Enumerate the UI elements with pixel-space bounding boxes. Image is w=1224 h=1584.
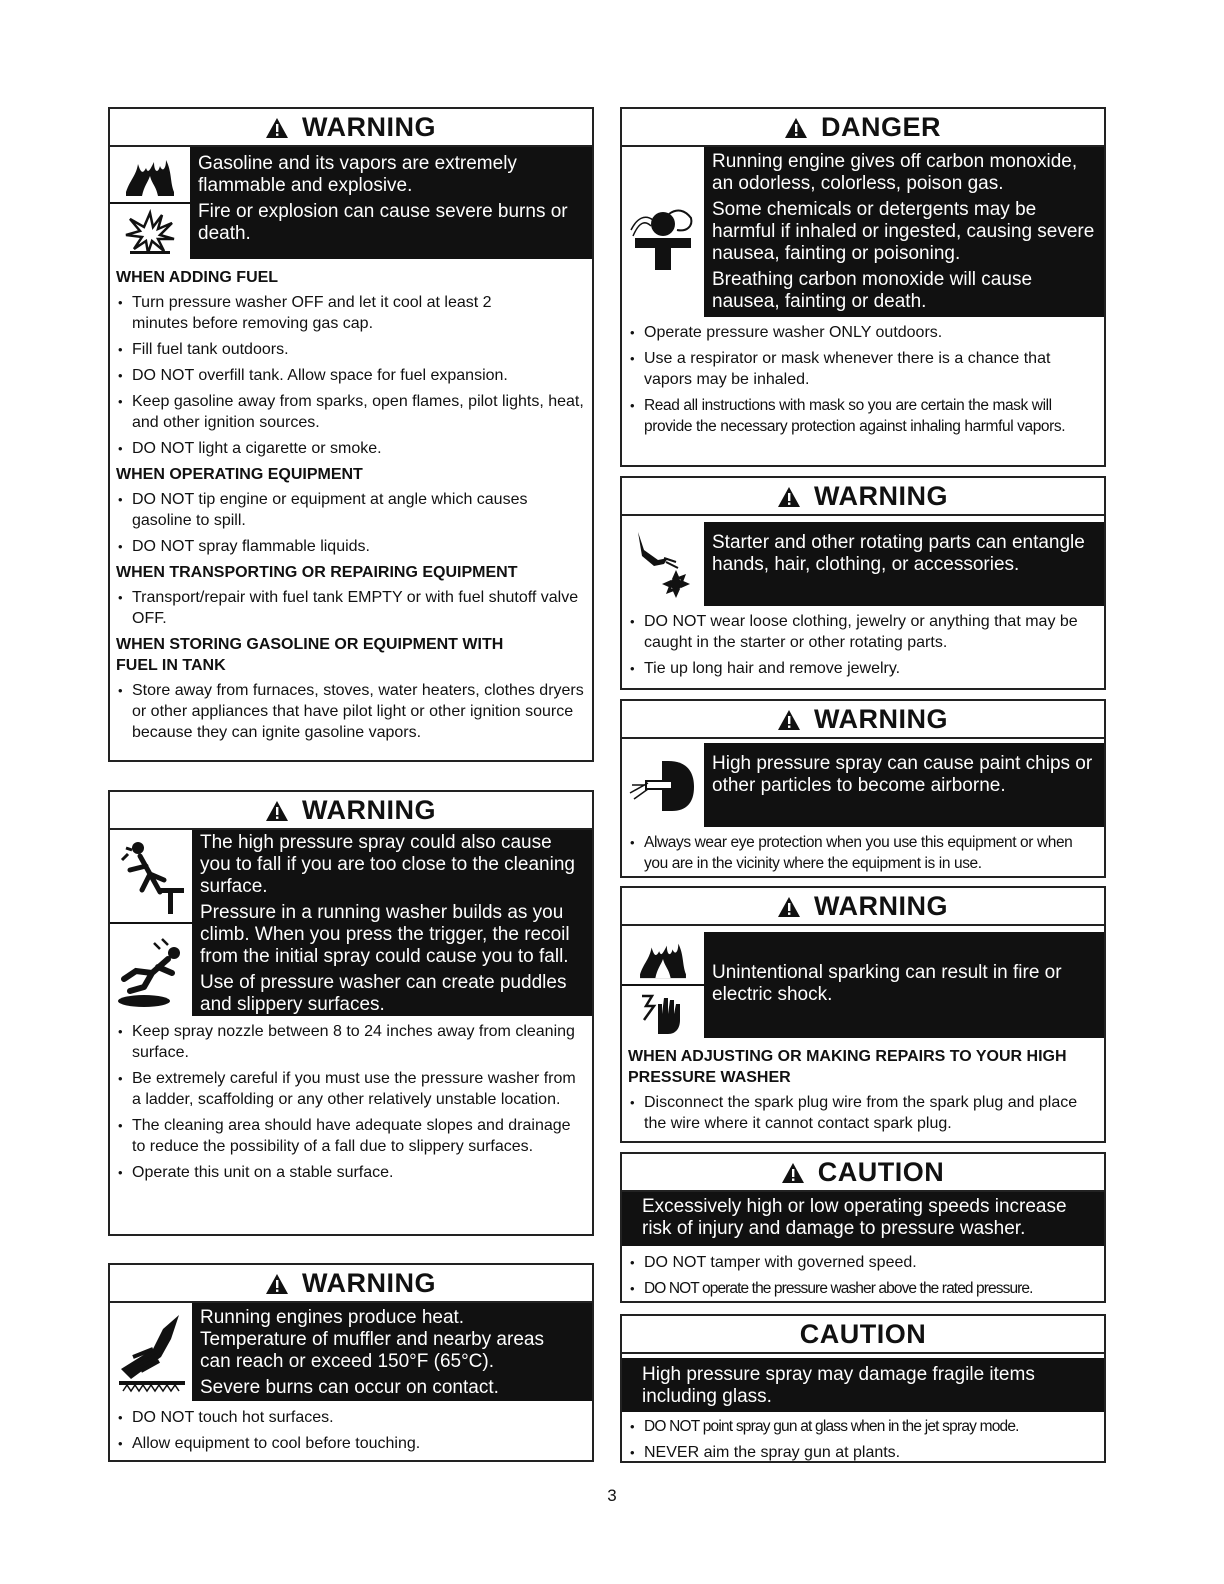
hazard-text: Running engine gives off carbon monoxide, an odorless, colorless, poison gas. — [712, 151, 1078, 194]
list-item: • DO NOT spray flammable liquids. — [116, 536, 586, 557]
entangle-warning-box — [620, 476, 1106, 690]
instructions — [110, 1016, 592, 1192]
alert-triangle-icon — [266, 801, 288, 821]
instructions — [110, 259, 592, 752]
alert-triangle-icon — [266, 1274, 288, 1294]
alert-triangle-icon — [778, 897, 800, 917]
section-heading: WHEN ADDING FUEL — [116, 269, 279, 286]
slip-hazard-icon — [110, 924, 192, 1016]
hazard-text: High pressure spray may damage fragile items including glass. — [642, 1364, 1035, 1407]
hazard-text: High pressure spray can cause paint chips or other particles to become airborne. — [712, 753, 1093, 796]
list-item: • DO NOT point spray gun at glass when in the jet spray mode. — [628, 1416, 1098, 1437]
hazard-text: Excessively high or low operating speeds increase risk of injury and damage to pressure washer. — [642, 1196, 1067, 1239]
warning-title: WARNING — [814, 703, 948, 734]
toxic-fumes-icon — [622, 147, 704, 317]
list-item: • DO NOT tip engine or equipment at angle which causes gasoline to spill. — [116, 489, 586, 531]
list-item: • NEVER aim the spray gun at plants. — [628, 1442, 1098, 1463]
hazard-text: Use of pressure washer can create puddles and slippery surfaces. — [200, 972, 567, 1015]
entanglement-icon — [622, 522, 704, 606]
eye-warning-box — [620, 699, 1106, 878]
fall-from-ladder-icon — [110, 830, 192, 924]
alert-triangle-icon — [778, 487, 800, 507]
hot-surface-icon — [110, 1303, 192, 1401]
instructions — [622, 1038, 1104, 1143]
caution-header — [622, 1316, 1104, 1354]
section-heading: WHEN ADJUSTING OR MAKING REPAIRS TO YOUR HIGH PRESSURE WASHER — [628, 1048, 1067, 1086]
list-item: • DO NOT operate the pressure washer above the rated pressure. — [628, 1278, 1098, 1299]
fuel-warning-box — [108, 107, 594, 762]
electric-shock-icon — [622, 986, 704, 1038]
list-item: • Use a respirator or mask whenever there is a chance that vapors may be inhaled. — [628, 348, 1098, 390]
hazard-panel — [622, 743, 1104, 827]
warning-title: WARNING — [814, 480, 948, 511]
list-item: • DO NOT touch hot surfaces. — [116, 1407, 586, 1428]
list-item: • Operate pressure washer ONLY outdoors. — [628, 322, 1098, 343]
hazard-text: Breathing carbon monoxide will cause nausea, fainting or death. — [712, 269, 1033, 312]
hazard-panel — [622, 1192, 1104, 1246]
hazard-text: The high pressure spray could also cause you to fall if you are too close to the cleaning surface. — [200, 832, 575, 897]
alert-triangle-icon — [782, 1163, 804, 1183]
danger-title: DANGER — [820, 111, 941, 142]
warning-header — [110, 1265, 592, 1303]
eye-protection-icon — [622, 743, 704, 827]
hazard-panel — [110, 830, 592, 1016]
warning-title: WARNING — [302, 1267, 436, 1298]
list-item: • DO NOT tamper with governed speed. — [628, 1252, 1098, 1273]
list-item: • Keep spray nozzle between 8 to 24 inches away from cleaning surface. — [116, 1021, 586, 1063]
alert-triangle-icon — [266, 118, 288, 138]
warning-header — [622, 701, 1104, 739]
danger-header — [622, 109, 1104, 147]
list-item: • Disconnect the spark plug wire from the spark plug and place the wire where it cannot contact spark plug. — [628, 1092, 1098, 1134]
warning-title: WARNING — [302, 794, 436, 825]
caution-header — [622, 1154, 1104, 1192]
hazard-text: Fire or explosion can cause severe burns or death. — [198, 201, 568, 244]
fire-icon — [622, 932, 704, 986]
list-item: • DO NOT overfill tank. Allow space for fuel expansion. — [116, 365, 586, 386]
spark-warning-box — [620, 886, 1106, 1143]
glass-caution-box — [620, 1314, 1106, 1463]
list-item: • Keep gasoline away from sparks, open flames, pilot lights, heat, and other ignition sources. — [116, 391, 586, 433]
fall-warning-box — [108, 790, 594, 1236]
alert-triangle-icon — [778, 710, 800, 730]
section-heading: WHEN OPERATING EQUIPMENT — [116, 466, 363, 483]
alert-triangle-icon — [785, 118, 807, 138]
page-number: 3 — [607, 1486, 617, 1505]
list-item: • Allow equipment to cool before touching. — [116, 1433, 586, 1454]
warning-header — [110, 792, 592, 830]
hazard-text: Severe burns can occur on contact. — [200, 1377, 499, 1398]
list-item: • DO NOT light a cigarette or smoke. — [116, 438, 586, 459]
hazard-text: Unintentional sparking can result in fire or electric shock. — [712, 962, 1062, 1005]
hazard-text: Some chemicals or detergents may be harmful if inhaled or ingested, causing severe nausea, fainting or poisoning. — [712, 199, 1095, 264]
list-item: • Read all instructions with mask so you are certain the mask will provide the necessary protection against inhaling harmful vapors. — [628, 395, 1098, 437]
instructions — [110, 1401, 592, 1463]
warning-header — [622, 478, 1104, 516]
hazard-panel — [622, 932, 1104, 1038]
warning-title: WARNING — [302, 111, 436, 142]
list-item: • The cleaning area should have adequate slopes and drainage to reduce the possibility of a fall due to slippery surfaces. — [116, 1115, 586, 1157]
warning-title: WARNING — [814, 890, 948, 921]
list-item: • DO NOT wear loose clothing, jewelry or anything that may be caught in the starter or other rotating parts. — [628, 611, 1098, 653]
hazard-panel — [622, 147, 1104, 317]
hazard-panel — [110, 147, 592, 259]
list-item: • Store away from furnaces, stoves, water heaters, clothes dryers or other appliances that have pilot light or other ignition source because they can ignite gasoline vapors. — [116, 680, 586, 743]
list-item: • Be extremely careful if you must use the pressure washer from a ladder, scaffolding or any other relatively unstable location. — [116, 1068, 586, 1110]
speed-caution-box — [620, 1152, 1106, 1303]
instructions — [622, 1246, 1104, 1308]
section-heading: WHEN STORING GASOLINE OR EQUIPMENT WITH FUEL IN TANK — [116, 636, 504, 674]
hazard-panel — [622, 1358, 1104, 1412]
list-item: • Operate this unit on a stable surface. — [116, 1162, 586, 1183]
explosion-icon — [110, 204, 190, 259]
list-item: • Fill fuel tank outdoors. — [116, 339, 586, 360]
caution-title: CAUTION — [799, 1318, 927, 1349]
fire-icon — [110, 147, 190, 204]
warning-header — [622, 888, 1104, 926]
list-item: • Transport/repair with fuel tank EMPTY or with fuel shutoff valve OFF. — [116, 587, 586, 629]
caution-title: CAUTION — [817, 1156, 945, 1187]
section-heading: WHEN TRANSPORTING OR REPAIRING EQUIPMENT — [116, 564, 518, 581]
instructions — [622, 606, 1104, 688]
instructions — [622, 1412, 1104, 1472]
hazard-text: Starter and other rotating parts can entangle hands, hair, clothing, or accessories. — [712, 532, 1085, 575]
list-item: • Tie up long hair and remove jewelry. — [628, 658, 1098, 679]
instructions — [622, 317, 1104, 446]
list-item: • Always wear eye protection when you use this equipment or when you are in the vicinity where the equipment is in use. — [628, 832, 1098, 874]
heat-warning-box — [108, 1263, 594, 1462]
hazard-text: Gasoline and its vapors are extremely flammable and explosive. — [198, 153, 517, 196]
hazard-panel — [622, 522, 1104, 606]
co-danger-box — [620, 107, 1106, 467]
hazard-panel — [110, 1303, 592, 1401]
instructions — [622, 827, 1104, 883]
list-item: • Turn pressure washer OFF and let it cool at least 2 minutes before removing gas cap. — [116, 292, 586, 334]
hazard-text: Pressure in a running washer builds as you climb. When you press the trigger, the recoil from the initial spray could cause you to fall. — [200, 902, 570, 967]
hazard-text: Running engines produce heat. Temperature of muffler and nearby areas can reach or exceed 150°F (65°C). — [200, 1307, 544, 1372]
warning-header — [110, 109, 592, 147]
